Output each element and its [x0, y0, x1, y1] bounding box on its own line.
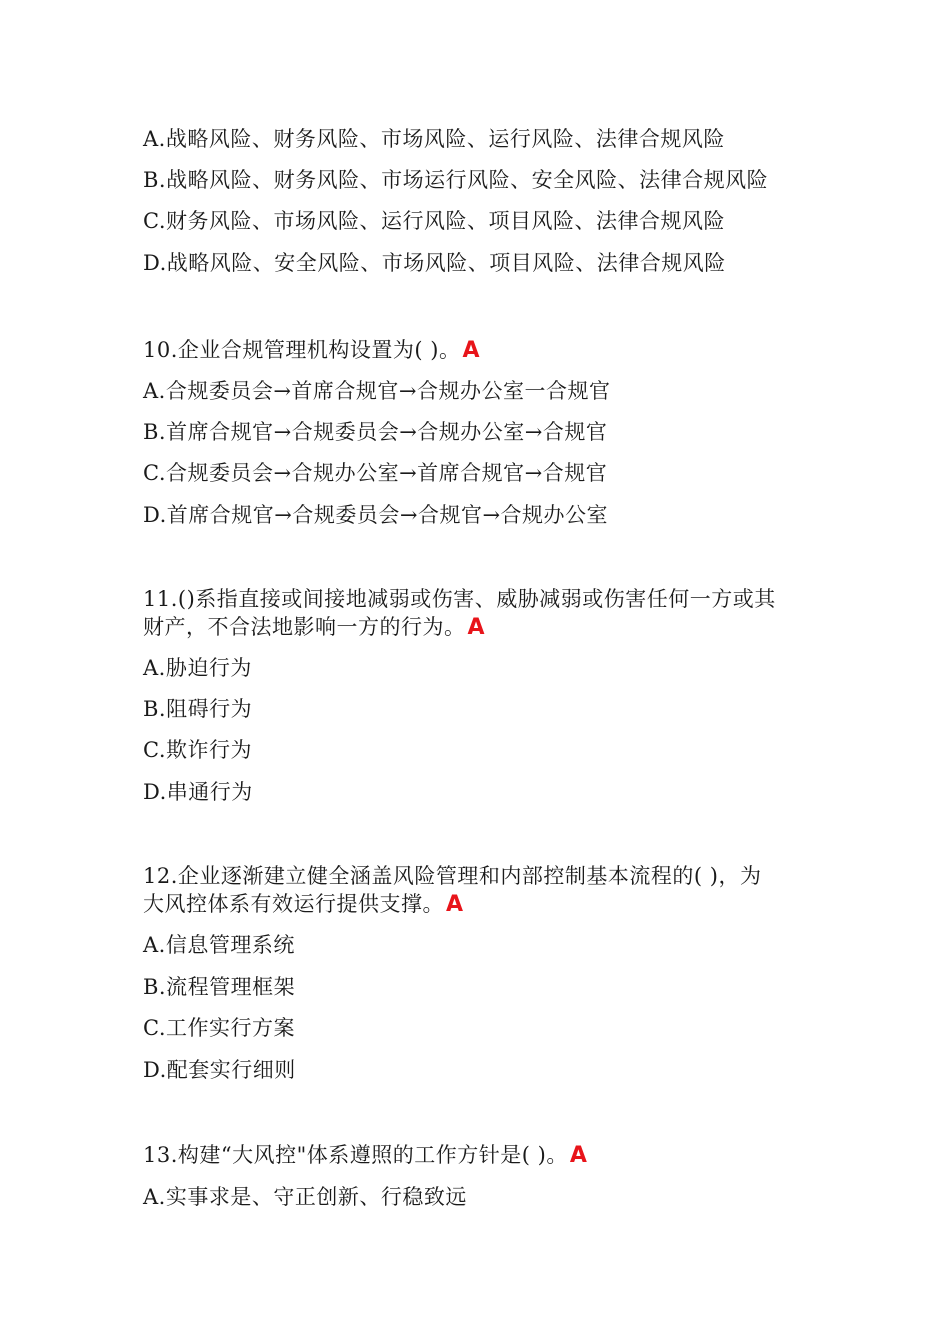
q11-option-c: C.欺诈行为: [143, 738, 252, 762]
q10-option-a: A.合规委员会→首席合规官→合规办公室一合规官: [143, 379, 611, 403]
q11-option-b: B.阻碍行为: [143, 697, 253, 721]
q11-answer: A: [467, 615, 486, 640]
q12-stem-text: 大风控体系有效运行提供支撑。: [143, 892, 444, 916]
q13-stem-text: 13.构建“大风控"体系遵照的工作方针是( )。: [143, 1143, 568, 1167]
q13-stem: [143, 1142, 587, 1169]
q10-stem-text: 10.企业合规管理机构设置为( )。: [143, 338, 461, 362]
q13-answer: A: [569, 1143, 588, 1168]
q11-option-a: A.胁迫行为: [143, 656, 252, 680]
q10-stem: [143, 337, 480, 364]
q11-stem-line2: [143, 614, 485, 641]
q10-option-b: B.首席合规官→合规委员会→合规办公室→合规官: [143, 420, 608, 444]
q12-option-b: B.流程管理框架: [143, 975, 296, 999]
q12-option-d: D.配套实行细则: [143, 1058, 296, 1082]
prev-option-b: B.战略风险、财务风险、市场运行风险、安全风险、法律合规风险: [143, 168, 769, 192]
prev-option-c: C.财务风险、市场风险、运行风险、项目风险、法律合规风险: [143, 209, 725, 233]
q12-answer: A: [446, 892, 464, 917]
q13-option-a: A.实事求是、守正创新、行稳致远: [143, 1185, 467, 1209]
prev-option-a: A.战略风险、财务风险、市场风险、运行风险、法律合规风险: [143, 127, 725, 151]
q10-answer: A: [462, 338, 480, 363]
q12-option-a: A.信息管理系统: [143, 933, 295, 957]
q10-option-c: C.合规委员会→合规办公室→首席合规官→合规官: [143, 461, 608, 485]
q12-stem-line2: [143, 891, 464, 918]
q12-stem-line1: 12.企业逐渐建立健全涵盖风险管理和内部控制基本流程的( )，为: [143, 864, 762, 888]
q11-stem-text: 财产，不合法地影响一方的行为。: [143, 615, 466, 639]
q10-option-d: D.首席合规官→合规委员会→合规官→合规办公室: [143, 503, 609, 527]
prev-option-d: D.战略风险、安全风险、市场风险、项目风险、法律合规风险: [143, 251, 726, 275]
q11-stem-line1: 11.()系指直接或间接地减弱或伤害、威胁减弱或伤害任何一方或其: [143, 587, 776, 611]
q11-option-d: D.串通行为: [143, 780, 253, 804]
q12-option-c: C.工作实行方案: [143, 1016, 295, 1040]
